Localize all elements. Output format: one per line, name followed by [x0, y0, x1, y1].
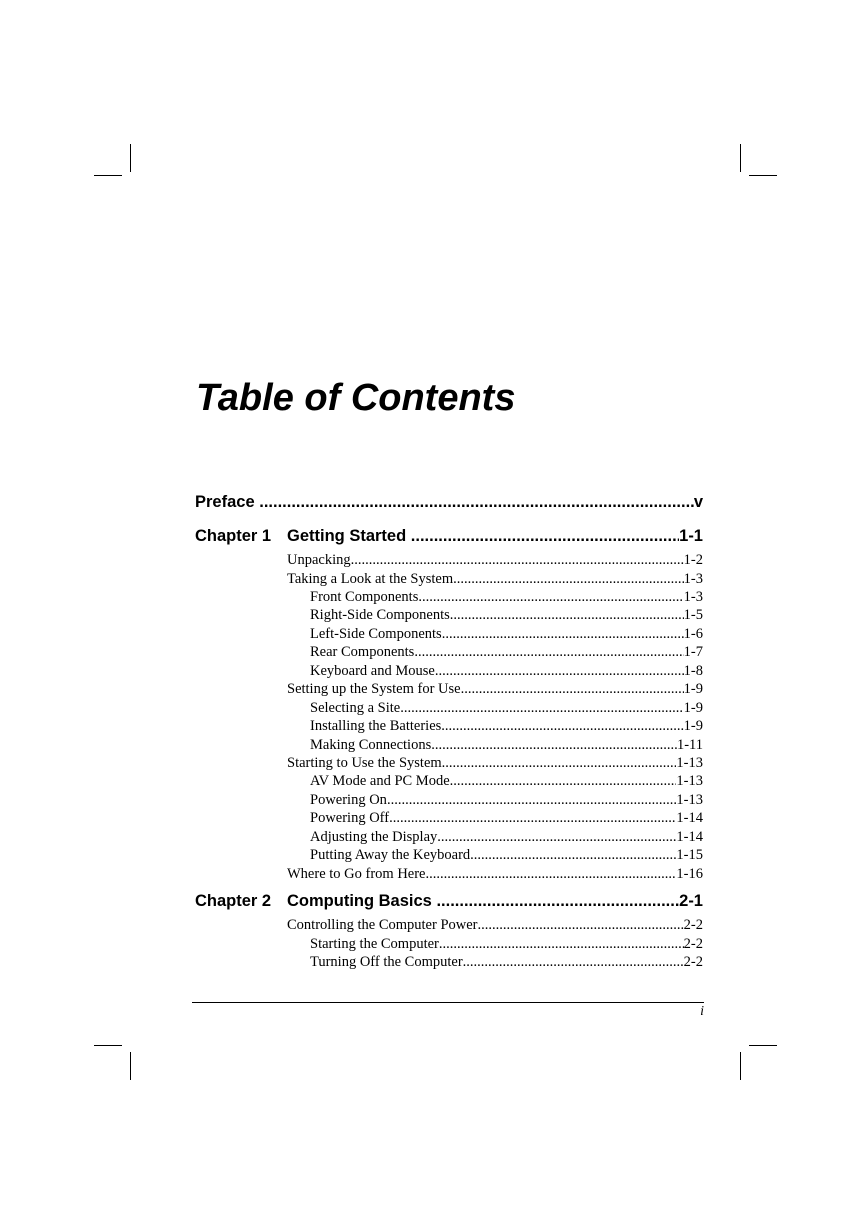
toc-preface-label: Preface	[195, 493, 255, 511]
toc-preface[interactable]	[195, 493, 703, 515]
chapter-1-number: Chapter 1	[195, 527, 272, 545]
page-number: i	[700, 1004, 704, 1019]
toc-entry[interactable]: Adjusting the Display ..... 1-14	[310, 829, 703, 847]
crop-mark-bottom-right-h	[749, 1045, 777, 1046]
leader-dots	[432, 892, 679, 911]
toc-entry[interactable]: Putting Away the Keyboard ..... 1-15	[310, 847, 703, 865]
toc-entry[interactable]: Keyboard and Mouse ..... 1-8	[310, 663, 703, 681]
footer-rule	[192, 1002, 704, 1003]
toc-entry[interactable]: Right-Side Components ..... 1-5	[310, 607, 703, 625]
page-title: Table of Contents	[196, 377, 516, 419]
chapter-1-title: Getting Started	[287, 527, 407, 545]
toc-entry[interactable]: Installing the Batteries ..... 1-9	[310, 718, 703, 736]
toc-entry[interactable]: Left-Side Components ..... 1-6	[310, 626, 703, 644]
toc-entry[interactable]: Front Components ..... 1-3	[310, 589, 703, 607]
toc-entry[interactable]: AV Mode and PC Mode ..... 1-13	[310, 773, 703, 791]
crop-mark-top-right-h	[749, 175, 777, 176]
toc-entry[interactable]: Where to Go from Here ..... 1-16	[287, 866, 703, 884]
toc-preface-page: v	[693, 493, 703, 511]
toc-chapter-2[interactable]	[287, 892, 703, 914]
toc-entry[interactable]: Making Connections ..... 1-11	[310, 737, 703, 755]
leader-dots	[406, 527, 679, 546]
chapter-2-number: Chapter 2	[195, 892, 272, 910]
crop-mark-top-left-v	[130, 144, 131, 172]
toc-entry[interactable]: Controlling the Computer Power ..... 2-2	[287, 917, 703, 935]
chapter-1-page: 1-1	[679, 527, 703, 545]
toc-entry[interactable]: Taking a Look at the System ..... 1-3	[287, 571, 703, 589]
toc-chapter-1[interactable]	[287, 527, 703, 549]
crop-mark-bottom-left-h	[94, 1045, 122, 1046]
toc-entry[interactable]: Starting to Use the System ..... 1-13	[287, 755, 703, 773]
toc-entry[interactable]: Rear Components ..... 1-7	[310, 644, 703, 662]
toc-entry[interactable]: Powering On ..... 1-13	[310, 792, 703, 810]
toc-entry[interactable]: Powering Off ..... 1-14	[310, 810, 703, 828]
crop-mark-top-right-v	[740, 144, 741, 172]
crop-mark-bottom-right-v	[740, 1052, 741, 1080]
crop-mark-bottom-left-v	[130, 1052, 131, 1080]
leader-dots	[255, 493, 694, 512]
crop-mark-top-left-h	[94, 175, 122, 176]
toc-entry[interactable]: Starting the Computer ..... 2-2	[310, 936, 703, 954]
toc-entry[interactable]: Turning Off the Computer ..... 2-2	[310, 954, 703, 972]
toc-entry[interactable]: Selecting a Site ..... 1-9	[310, 700, 703, 718]
chapter-2-page: 2-1	[679, 892, 703, 910]
chapter-2-title: Computing Basics	[287, 892, 432, 910]
toc-entry[interactable]: Setting up the System for Use ..... 1-9	[287, 681, 703, 699]
toc-entry[interactable]: Unpacking ..... 1-2	[287, 552, 703, 570]
